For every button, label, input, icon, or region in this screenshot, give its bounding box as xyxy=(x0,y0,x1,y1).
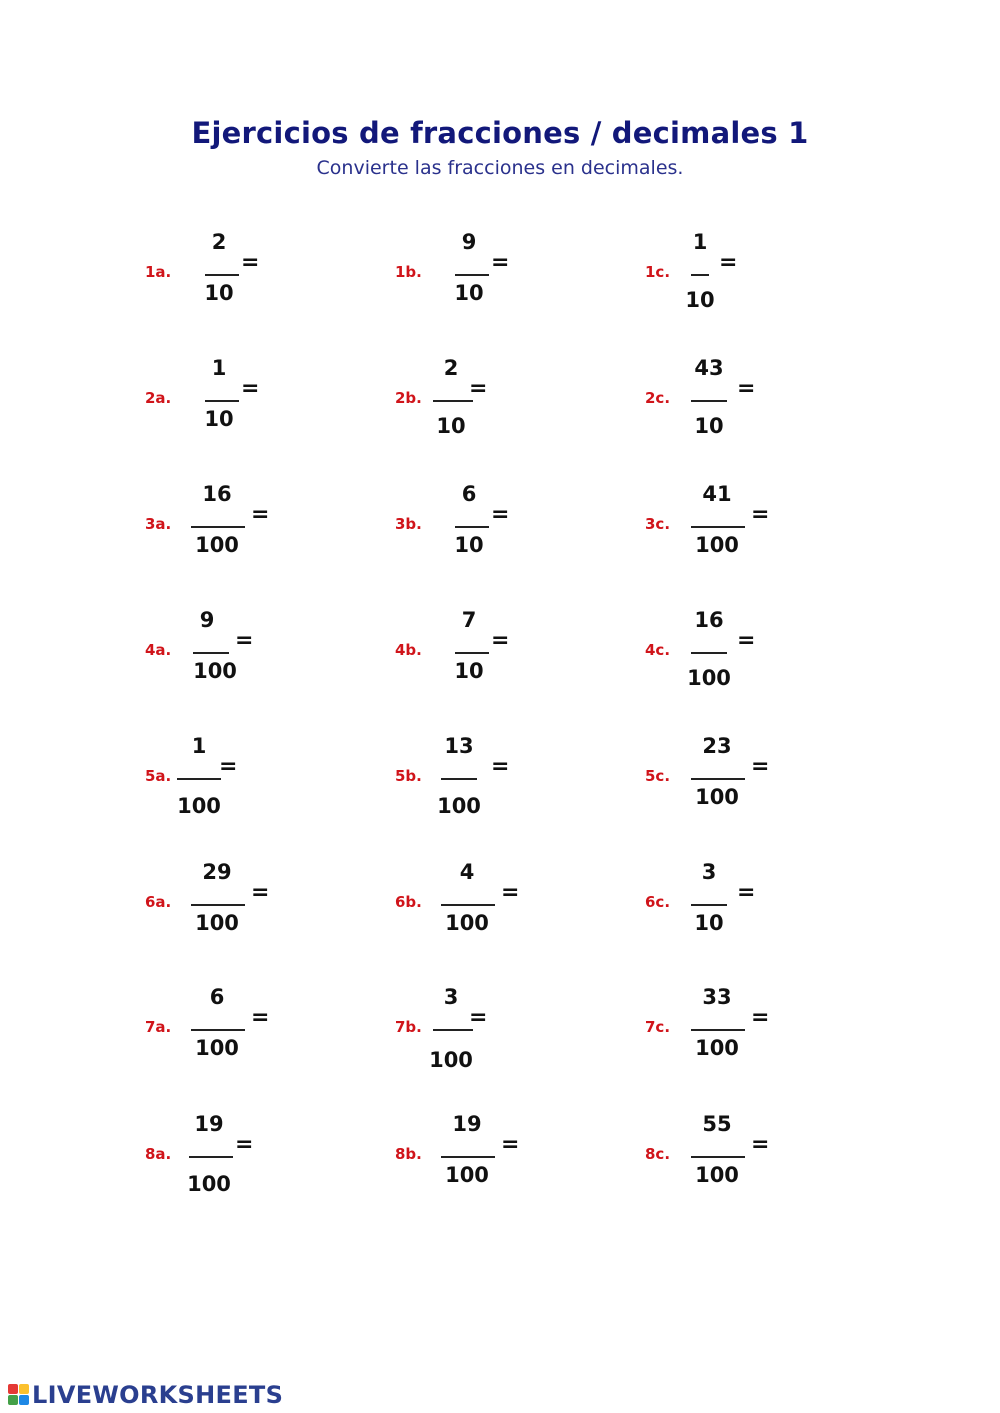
problem-1b xyxy=(395,230,615,330)
denominator: 100 xyxy=(445,911,489,935)
equals-sign: = xyxy=(501,880,520,905)
denominator: 100 xyxy=(193,659,237,683)
equals-sign: = xyxy=(235,628,254,653)
problem-label: 4c. xyxy=(645,641,671,659)
fraction xyxy=(679,860,739,950)
equals-sign: = xyxy=(251,502,270,527)
numerator: 4 xyxy=(459,860,475,884)
denominator: 100 xyxy=(695,1163,739,1187)
fraction xyxy=(187,482,247,572)
fraction-bar xyxy=(691,274,709,276)
brand-name: LIVEWORKSHEETS xyxy=(32,1381,284,1409)
equals-sign: = xyxy=(219,754,238,779)
fraction xyxy=(670,230,730,320)
problem-3c xyxy=(645,482,865,582)
fraction-bar xyxy=(691,904,727,906)
equals-sign: = xyxy=(251,880,270,905)
numerator: 3 xyxy=(701,860,717,884)
fraction-bar xyxy=(441,904,495,906)
fraction-bar xyxy=(205,400,239,402)
fraction-bar xyxy=(455,526,489,528)
numerator: 23 xyxy=(702,734,732,758)
equals-sign: = xyxy=(241,250,260,275)
fraction xyxy=(187,860,247,950)
problem-5b xyxy=(395,734,615,834)
equals-sign: = xyxy=(491,628,510,653)
numerator: 33 xyxy=(702,985,732,1009)
denominator: 10 xyxy=(694,414,724,438)
denominator: 10 xyxy=(204,281,234,305)
fraction-bar xyxy=(691,1156,745,1158)
denominator: 10 xyxy=(454,281,484,305)
fraction-bar xyxy=(433,1029,473,1031)
problem-4b xyxy=(395,608,615,708)
numerator: 9 xyxy=(199,608,215,632)
problem-8a xyxy=(145,1112,365,1212)
fraction-bar xyxy=(455,652,489,654)
fraction-bar xyxy=(691,400,727,402)
denominator: 100 xyxy=(445,1163,489,1187)
numerator: 29 xyxy=(202,860,232,884)
problem-label: 7a. xyxy=(145,1018,172,1036)
fraction-bar xyxy=(691,1029,745,1031)
denominator: 100 xyxy=(195,911,239,935)
denominator: 10 xyxy=(454,533,484,557)
fraction-bar xyxy=(441,778,477,780)
problem-label: 3c. xyxy=(645,515,671,533)
problem-label: 6b. xyxy=(395,893,422,911)
fraction-bar xyxy=(191,904,245,906)
denominator: 100 xyxy=(187,1172,231,1196)
equals-sign: = xyxy=(751,1132,770,1157)
numerator: 55 xyxy=(702,1112,732,1136)
fraction xyxy=(687,734,747,824)
denominator: 10 xyxy=(694,911,724,935)
denominator: 100 xyxy=(429,1048,473,1072)
fraction-bar xyxy=(177,778,221,780)
problem-label: 4b. xyxy=(395,641,422,659)
denominator: 100 xyxy=(177,794,221,818)
fraction xyxy=(687,482,747,572)
numerator: 16 xyxy=(694,608,724,632)
problem-label: 7c. xyxy=(645,1018,671,1036)
equals-sign: = xyxy=(737,880,756,905)
problem-6a xyxy=(145,860,365,960)
problem-8b xyxy=(395,1112,615,1212)
numerator: 2 xyxy=(443,356,459,380)
equals-sign: = xyxy=(241,376,260,401)
equals-sign: = xyxy=(751,1005,770,1030)
numerator: 43 xyxy=(694,356,724,380)
logo-icon xyxy=(8,1384,30,1406)
numerator: 1 xyxy=(692,230,708,254)
problem-3a xyxy=(145,482,365,582)
problem-label: 3b. xyxy=(395,515,422,533)
equals-sign: = xyxy=(737,628,756,653)
problem-label: 2b. xyxy=(395,389,422,407)
fraction-bar xyxy=(691,652,727,654)
fraction-bar xyxy=(441,1156,495,1158)
denominator: 10 xyxy=(436,414,466,438)
fraction xyxy=(421,356,481,446)
problem-label: 5b. xyxy=(395,767,422,785)
problem-label: 1c. xyxy=(645,263,671,281)
fraction xyxy=(439,482,499,572)
numerator: 16 xyxy=(202,482,232,506)
fraction xyxy=(437,860,497,950)
equals-sign: = xyxy=(737,376,756,401)
worksheet-instructions: Convierte las fracciones en decimales. xyxy=(316,157,684,179)
equals-sign: = xyxy=(469,1005,488,1030)
numerator: 19 xyxy=(194,1112,224,1136)
problem-5a xyxy=(145,734,365,834)
problem-7b xyxy=(395,985,615,1085)
fraction xyxy=(439,230,499,320)
fraction-bar xyxy=(455,274,489,276)
fraction xyxy=(687,1112,747,1202)
equals-sign: = xyxy=(751,754,770,779)
numerator: 1 xyxy=(191,734,207,758)
problem-7c xyxy=(645,985,865,1085)
numerator: 9 xyxy=(461,230,477,254)
equals-sign: = xyxy=(491,502,510,527)
problem-3b xyxy=(395,482,615,582)
problem-label: 6c. xyxy=(645,893,671,911)
denominator: 10 xyxy=(454,659,484,683)
fraction-bar xyxy=(691,778,745,780)
equals-sign: = xyxy=(719,250,738,275)
equals-sign: = xyxy=(491,754,510,779)
equals-sign: = xyxy=(235,1132,254,1157)
problem-label: 2a. xyxy=(145,389,172,407)
denominator: 100 xyxy=(695,785,739,809)
denominator: 100 xyxy=(695,1036,739,1060)
numerator: 1 xyxy=(211,356,227,380)
denominator: 100 xyxy=(687,666,731,690)
denominator: 100 xyxy=(437,794,481,818)
numerator: 19 xyxy=(452,1112,482,1136)
fraction-bar xyxy=(191,1029,245,1031)
fraction xyxy=(169,734,229,824)
denominator: 100 xyxy=(195,533,239,557)
fraction xyxy=(439,608,499,698)
problem-2b xyxy=(395,356,615,456)
equals-sign: = xyxy=(751,502,770,527)
numerator: 3 xyxy=(443,985,459,1009)
fraction xyxy=(179,1112,239,1202)
problem-label: 2c. xyxy=(645,389,671,407)
problem-label: 1b. xyxy=(395,263,422,281)
equals-sign: = xyxy=(491,250,510,275)
problem-2a xyxy=(145,356,365,456)
fraction xyxy=(437,1112,497,1202)
problem-label: 5c. xyxy=(645,767,671,785)
numerator: 6 xyxy=(209,985,225,1009)
problem-6b xyxy=(395,860,615,960)
fraction-bar xyxy=(205,274,239,276)
problem-label: 8c. xyxy=(645,1145,671,1163)
fraction-bar xyxy=(191,526,245,528)
problem-5c xyxy=(645,734,865,834)
fraction xyxy=(187,985,247,1075)
problem-7a xyxy=(145,985,365,1085)
worksheet-title: Ejercicios de fracciones / decimales 1 xyxy=(191,116,809,150)
numerator: 2 xyxy=(211,230,227,254)
problem-6c xyxy=(645,860,865,960)
problem-label: 5a. xyxy=(145,767,172,785)
problem-label: 8a. xyxy=(145,1145,172,1163)
problem-4a xyxy=(145,608,365,708)
denominator: 10 xyxy=(685,288,715,312)
problem-label: 6a. xyxy=(145,893,172,911)
problem-label: 8b. xyxy=(395,1145,422,1163)
denominator: 100 xyxy=(195,1036,239,1060)
fraction-bar xyxy=(691,526,745,528)
fraction xyxy=(679,356,739,446)
numerator: 41 xyxy=(702,482,732,506)
problem-2c xyxy=(645,356,865,456)
problem-label: 4a. xyxy=(145,641,172,659)
fraction xyxy=(429,734,489,824)
equals-sign: = xyxy=(501,1132,520,1157)
equals-sign: = xyxy=(251,1005,270,1030)
numerator: 6 xyxy=(461,482,477,506)
problem-8c xyxy=(645,1112,865,1212)
equals-sign: = xyxy=(469,376,488,401)
fraction xyxy=(679,608,739,698)
denominator: 100 xyxy=(695,533,739,557)
fraction xyxy=(185,608,245,698)
denominator: 10 xyxy=(204,407,234,431)
problem-label: 1a. xyxy=(145,263,172,281)
problem-label: 3a. xyxy=(145,515,172,533)
numerator: 7 xyxy=(461,608,477,632)
fraction-bar xyxy=(189,1156,233,1158)
problem-label: 7b. xyxy=(395,1018,422,1036)
liveworksheets-logo xyxy=(8,1381,283,1409)
numerator: 13 xyxy=(444,734,474,758)
problem-4c xyxy=(645,608,865,708)
fraction-bar xyxy=(433,400,473,402)
fraction xyxy=(687,985,747,1075)
fraction xyxy=(189,356,249,446)
fraction-bar xyxy=(193,652,229,654)
fraction xyxy=(421,985,481,1075)
problem-1c xyxy=(645,230,865,330)
fraction xyxy=(189,230,249,320)
problem-1a xyxy=(145,230,365,330)
